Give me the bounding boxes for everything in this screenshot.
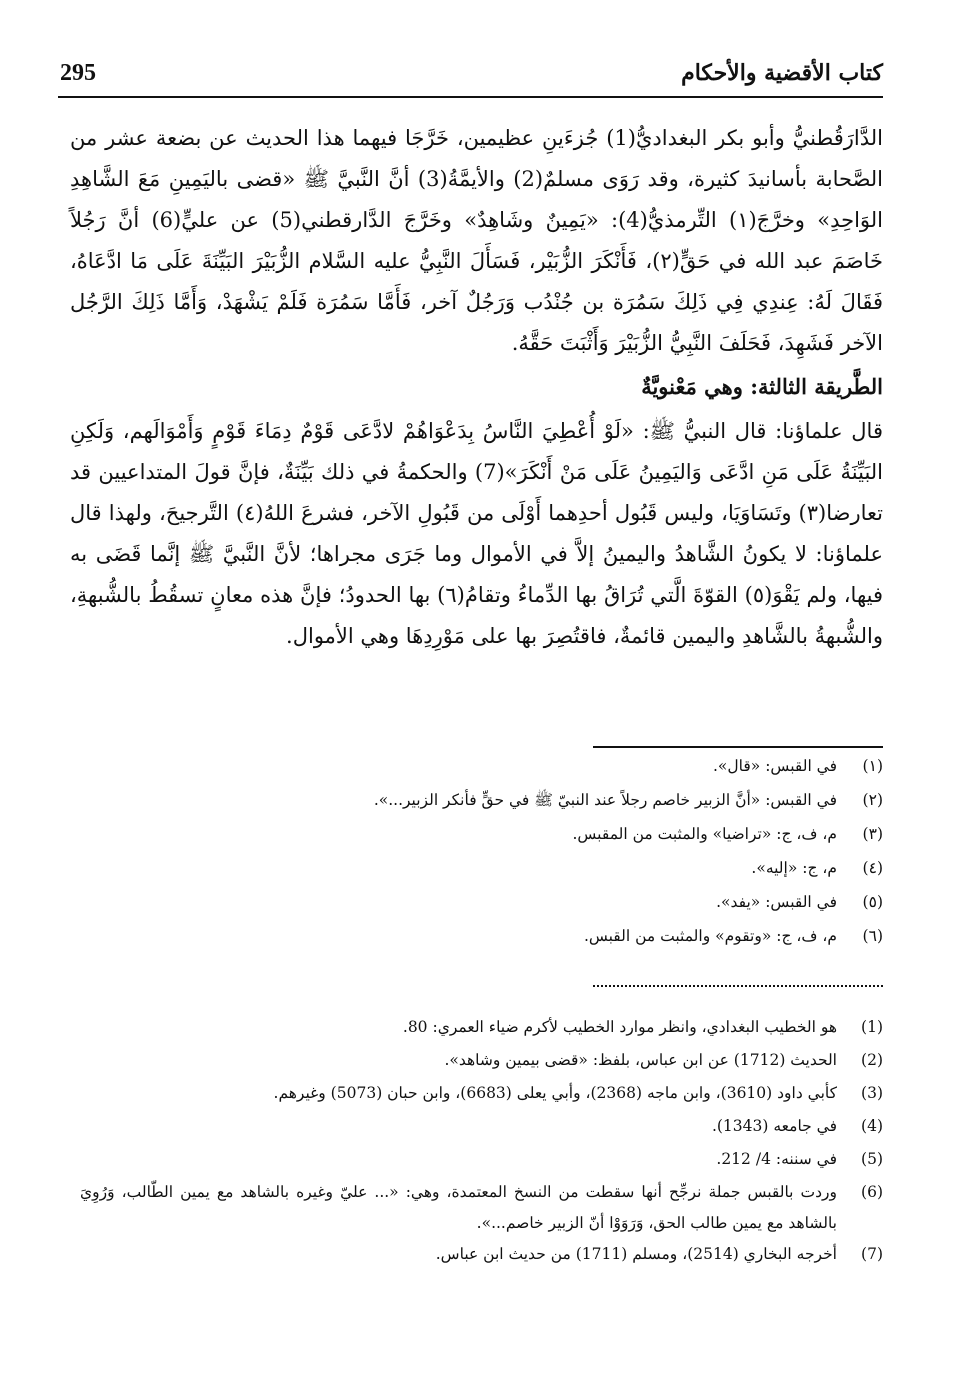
paragraph-1: الدَّارَقُطنيُّ وأبو بكر البغداديُّ(1) جُزءَينِ عظيمين، خَرَّجَا فيهما هذا الحديث عن بضعة عشر من الصَّحابة بأسانيدَ كثيرة، وقد رَوَى مسلمٌ(2) والأيمَّةُ(3) أنَّ النَّبيَّ ﷺ «قضى باليَمِينِ مَعَ الشَّاهِدِ الوَاحِدِ» وخرَّجَ(١) التِّرمذيُّ(4): «يَمِينٌ وشَاهِدٌ» وخَرَّجَ الدَّارقطني(5) عن عليٍّ(6) أنَّ رَجُلاً خَاصَمَ عبد الله في حَقٍّ(٢)، فَأَنْكَرَ الزُّبَيْر، فَسَأَلَ النَّبِيُّ عليه السَّلام الزُّبَيْرَ البَيِّنَةَ عَلَى مَا ادَّعَاهُ، فَقَالَ لَهُ: عِندِي فِي ذَلِكَ سَمُرَة بن جُنْدُب وَرَجُلٌ آخر، فَأَمَّا سَمُرَة فَلَمْ يَشْهَدْ، وَأَمَّا ذَلِكَ الرَّجُل الآخر فَشَهِدَ، فَحَلَفَ النَّبِيُّ الزُّبَيْرَ وَأَثْبَتَ حَقَّهُ. [70,126,884,355]
note-text: م، ج: «إليه». [751,859,837,877]
running-header [60,58,883,94]
editor-note [80,1144,883,1177]
note-number: (٤) [862,859,883,877]
note-number: (٢) [862,791,883,809]
note-number: (1) [861,1018,883,1036]
note-number: (3) [861,1084,883,1102]
note-text: في القبس: «قال». [713,757,837,775]
note-text: أخرجه البخاري (2514)، ومسلم (1711) من حديث ابن عباس. [435,1245,837,1263]
apparatus-note [80,784,883,818]
section-heading: الطَّريقة الثالثة: وهي مَعْنويَّةٌ [641,374,883,399]
editor-note [80,1111,883,1144]
note-number: (٦) [862,927,883,945]
apparatus-note [80,920,883,954]
note-text: وردت بالقبس جملة نرجِّح أنها سقطت من النسخ المعتمدة، وهي: «... عليّ وغيره بالشاهد مع يمين الطّالب، وَرُوِيَ بالشاهد مع يمين طالب الحق، وَرَوَوْا أنّ الزبير خاصم...». [80,1183,837,1232]
editor-note [80,1045,883,1078]
note-number: (٥) [862,893,883,911]
editor-note [80,1078,883,1111]
editor-note [80,1177,883,1239]
header-rule [58,96,883,98]
note-text: الحديث (1712) عن ابن عباس، بلفظ: «قضى بيمين وشاهد». [444,1051,837,1069]
page-number: 295 [60,60,96,86]
note-text: في سننه: 4/ 212. [716,1150,837,1168]
apparatus-note [80,818,883,852]
book-title: كتاب الأقضية والأحكام [681,60,883,86]
apparatus-note [80,852,883,886]
paragraph-2: قال علماؤنا: قال النبيُّ ﷺ: «لَوْ أُعْطِيَ النَّاسُ بِدَعْوَاهُمْ لادَّعَى قَوْمٌ دِمَاءَ قَوْمٍ وَأَمْوَالَهم، وَلَكِنِ البَيِّنَةُ عَلَى مَنِ ادَّعَى وَاليَمِينُ عَلَى مَنْ أَنْكَرَ»(7) والحكمةُ في ذلك بَيِّنَةٌ، فإنَّ قولَ المتداعيين قد تعارضا(٣) وتَسَاوَيَا، وليس قَبُول أحدِهما أَوْلَى من قَبُولِ الآخر، فشرعَ اللهُ(٤) التَّرجيحَ، ولهذا قال علماؤنا: لا يكونُ الشَّاهدُ واليمينُ إلاَّ في الأموال وما جَرَى مجراها؛ لأنَّ النَّبيَّ ﷺ إنَّما قَضَى به فيها، ولم يَقْوَ(٥) القوّةَ الَّتي تُرَاقُ بها الدِّماءُ وتقامُ(٦) بها الحدودُ؛ فإنَّ هذه معانٍ تسقُطُ بالشُّبهةِ، والشُّبهةُ بالشَّاهدِ واليمين قائمةٌ، فاقتُصِرَ بها على مَوْرِدِهَا وهي الأموال. [70,419,884,648]
editor-notes [80,1012,883,1272]
footnote-separator [593,746,883,748]
dotted-separator [593,985,883,987]
note-number: (١) [862,757,883,775]
note-text: م، ف، ج: «وتقوم» والمثبت من القبس. [583,927,837,945]
note-number: (6) [861,1183,883,1201]
note-text: هو الخطيب البغدادي، وانظر موارد الخطيب لأكرم ضياء العمري: 80. [402,1018,837,1036]
apparatus-note [80,886,883,920]
apparatus-notes [80,750,883,954]
editor-note [80,1012,883,1045]
apparatus-note [80,750,883,784]
note-text: في القبس: «يفد». [716,893,837,911]
note-number: (4) [861,1117,883,1135]
main-text [70,118,883,657]
note-number: (7) [861,1245,883,1263]
note-text: في جامعه (1343). [711,1117,837,1135]
note-text: في القبس: «أنَّ الزبير خاصم رجلاً عند النبيّ ﷺ في حقٍّ فأنكر الزبير...». [373,791,837,809]
editor-note [80,1239,883,1272]
note-text: م، ف، ج: «تراضيا» والمثبت من المقبس. [572,825,837,843]
note-number: (٣) [862,825,883,843]
note-number: (5) [861,1150,883,1168]
note-number: (2) [861,1051,883,1069]
note-text: كأبي داود (3610)، وابن ماجه (2368)، وأبي يعلى (6683)، وابن حبان (5073) وغيرهم. [273,1084,837,1102]
